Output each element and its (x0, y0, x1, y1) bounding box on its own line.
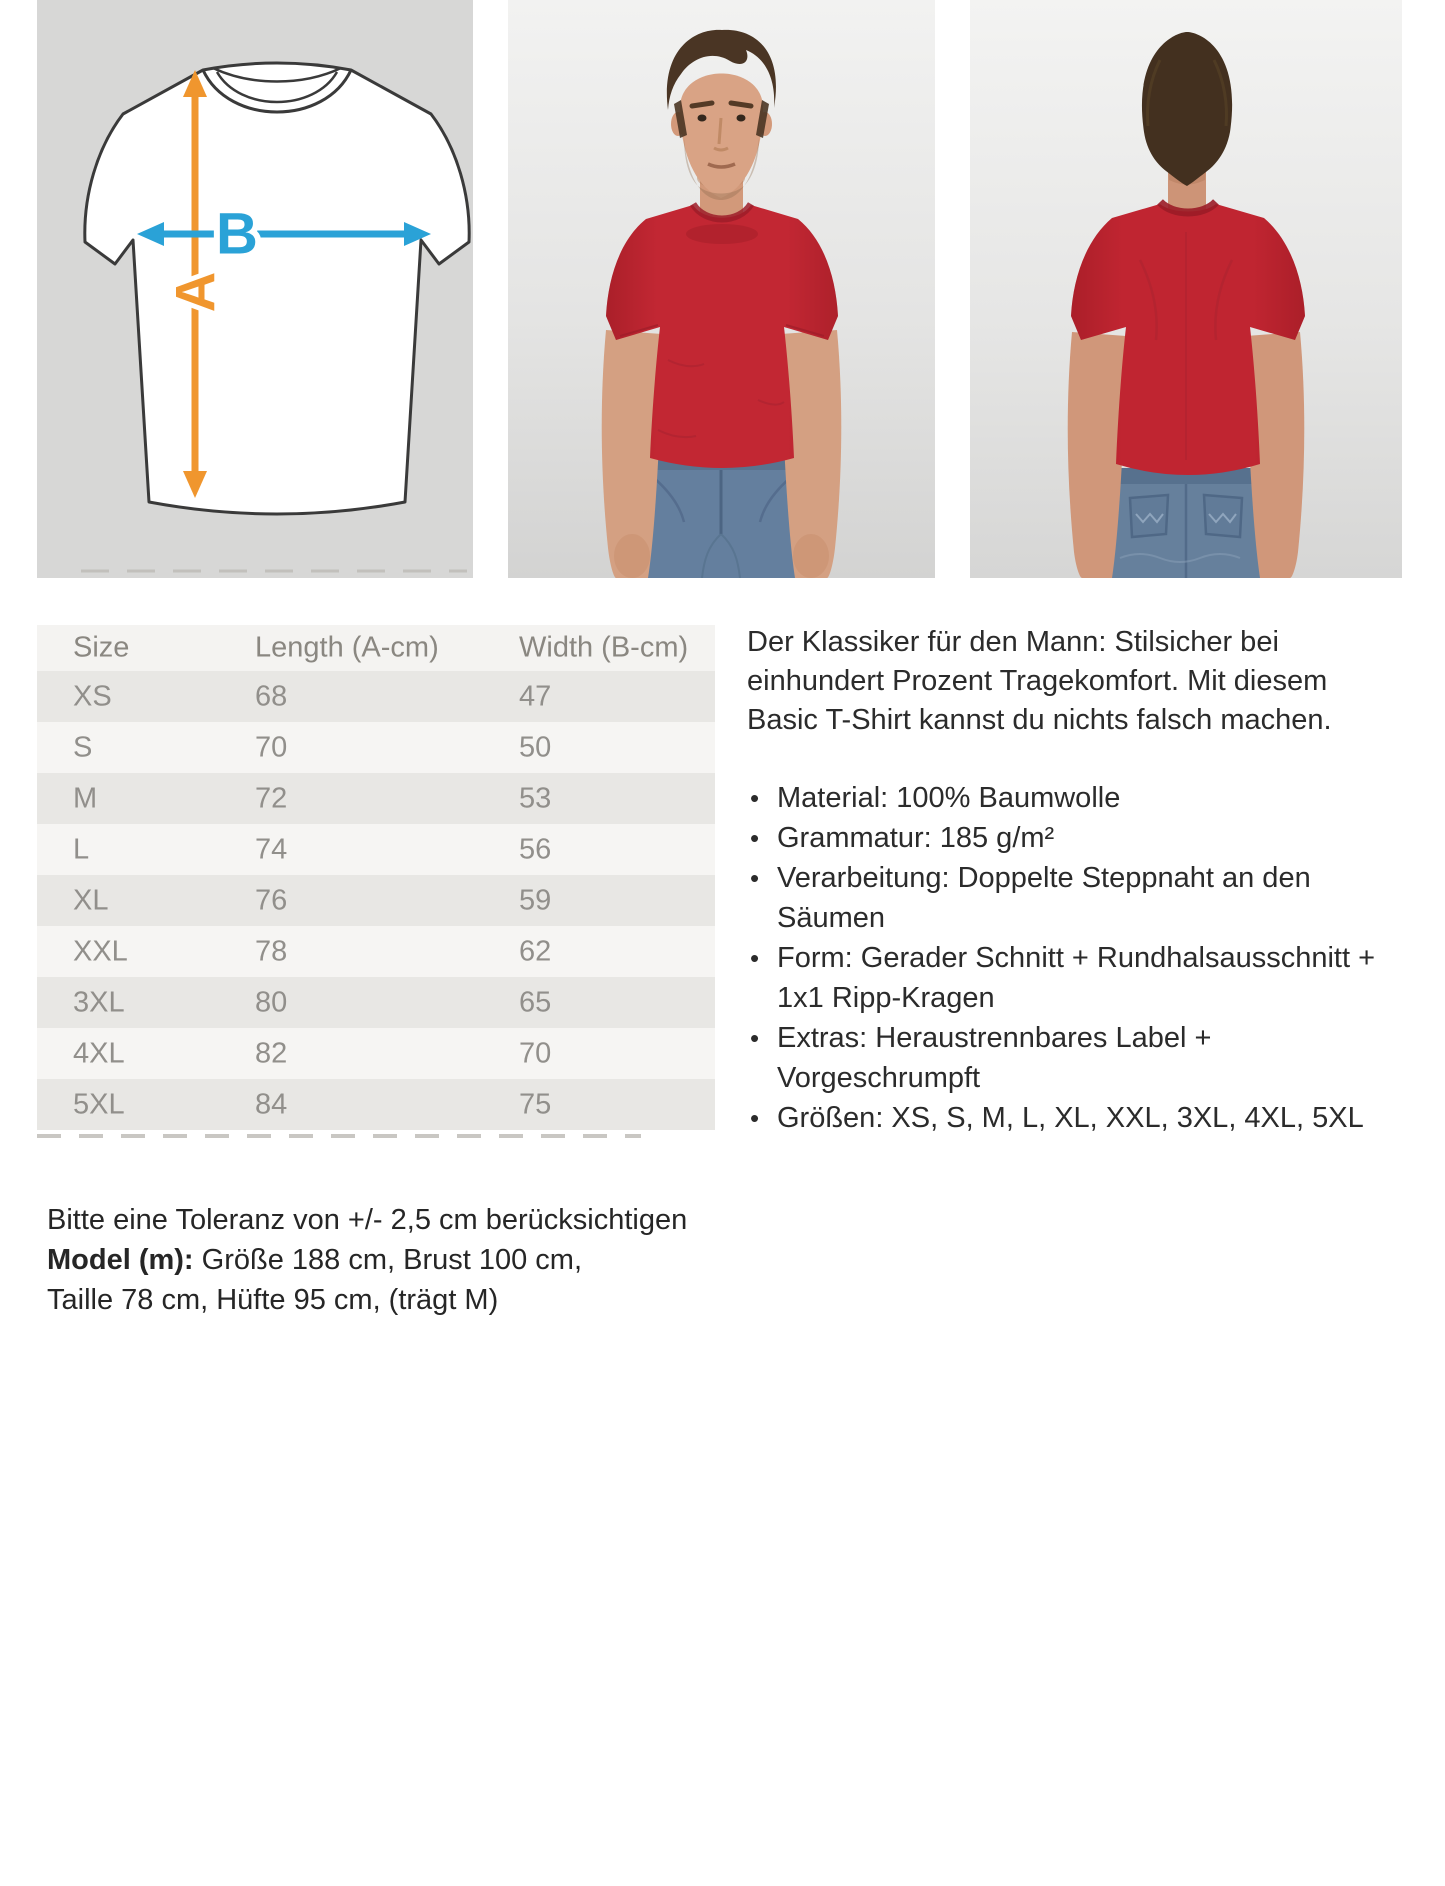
cell-size: 4XL (73, 1037, 125, 1069)
cell-length: 82 (255, 1037, 288, 1069)
spec-text: Größen: XS, S, M, L, XL, XXL, 3XL, 4XL, 5XL (777, 1102, 1364, 1134)
header-length: Length (A-cm) (255, 631, 439, 664)
header-size: Size (73, 631, 130, 664)
right-eye (737, 115, 746, 122)
cell-length: 78 (255, 935, 288, 967)
tolerance-note: Bitte eine Toleranz von +/- 2,5 cm berücksichtigen (47, 1204, 688, 1236)
header-width: Width (B-cm) (519, 631, 689, 664)
table-row (37, 926, 715, 977)
cell-width: 65 (519, 986, 552, 1018)
model-note (47, 1240, 647, 1320)
table-row (37, 1028, 715, 1079)
cell-size: XXL (73, 935, 128, 967)
spec-item-form (747, 938, 1387, 1018)
cell-width: 62 (519, 935, 552, 967)
bullet-icon: • (750, 943, 760, 973)
cell-size: L (73, 833, 90, 865)
spec-text: Grammatur: 185 g/m² (777, 822, 1055, 854)
tshirt-outline (85, 63, 469, 514)
bullet-icon: • (750, 1103, 760, 1133)
model-front-photo (508, 0, 935, 578)
size-table (37, 625, 715, 1130)
cell-width: 75 (519, 1088, 552, 1120)
bullet-icon: • (750, 823, 760, 853)
cell-size: M (73, 782, 98, 814)
label-a: A (163, 271, 227, 313)
spec-item-groessen (747, 1098, 1387, 1138)
jeans-front (638, 452, 806, 578)
tshirt-measurement-diagram (37, 0, 473, 578)
size-table-header (37, 625, 715, 671)
spec-text: Material: 100% Baumwolle (777, 782, 1121, 814)
product-description (747, 623, 1387, 1138)
cell-length: 72 (255, 782, 288, 814)
spec-item-extras (747, 1018, 1387, 1098)
spec-item-material (747, 778, 1387, 818)
cell-width: 53 (519, 782, 552, 814)
bullet-icon: • (750, 1023, 760, 1053)
spec-text: Extras: Heraustrennbares Label + Vorgeschrumpft (777, 1022, 1212, 1094)
table-row (37, 773, 715, 824)
cell-size: XL (73, 884, 109, 916)
spec-item-grammatur (747, 818, 1387, 858)
bullet-icon: • (750, 863, 760, 893)
spec-text: Verarbeitung: Doppelte Steppnaht an den Säumen (777, 862, 1311, 934)
spec-text: Form: Gerader Schnitt + Rundhalsausschnitt + 1x1 Ripp-Kragen (777, 942, 1376, 1014)
cell-length: 80 (255, 986, 288, 1018)
description-intro: Der Klassiker für den Mann: Stilsicher bei einhundert Prozent Tragekomfort. Mit diesem Basic T-Shirt kannst du nichts falsch machen. (747, 626, 1332, 736)
model-front-illustration (508, 0, 935, 578)
measurement-notes (47, 1200, 715, 1320)
cell-length: 70 (255, 731, 288, 763)
size-table-body (37, 671, 715, 1130)
model-note-details: Größe 188 cm, Brust 100 cm, Taille 78 cm, Hüfte 95 cm, (trägt M) (47, 1244, 583, 1316)
model-back-photo (970, 0, 1402, 578)
table-row (37, 977, 715, 1028)
bullet-icon: • (750, 783, 760, 813)
cell-size: XS (73, 680, 112, 712)
cell-width: 50 (519, 731, 552, 763)
cell-length: 74 (255, 833, 288, 865)
model-note-label: Model (m): (47, 1244, 194, 1276)
table-row (37, 722, 715, 773)
crop-artifact-dashes (37, 1134, 641, 1138)
cell-width: 59 (519, 884, 552, 916)
label-b: B (216, 201, 258, 267)
cell-width: 47 (519, 680, 552, 712)
spec-list (747, 778, 1387, 1138)
left-eye (698, 115, 707, 122)
jeans-back (1106, 468, 1266, 578)
table-row (37, 671, 715, 722)
cell-length: 84 (255, 1088, 288, 1120)
table-row (37, 875, 715, 926)
size-diagram-panel (37, 0, 473, 578)
cell-size: S (73, 731, 93, 763)
cell-width: 70 (519, 1037, 552, 1069)
table-row (37, 1079, 715, 1130)
model-back-illustration (970, 0, 1402, 578)
cell-length: 76 (255, 884, 288, 916)
cell-size: 5XL (73, 1088, 125, 1120)
spec-item-verarbeitung (747, 858, 1387, 938)
cell-size: 3XL (73, 986, 125, 1018)
table-row (37, 824, 715, 875)
cell-length: 68 (255, 680, 288, 712)
cell-width: 56 (519, 833, 552, 865)
